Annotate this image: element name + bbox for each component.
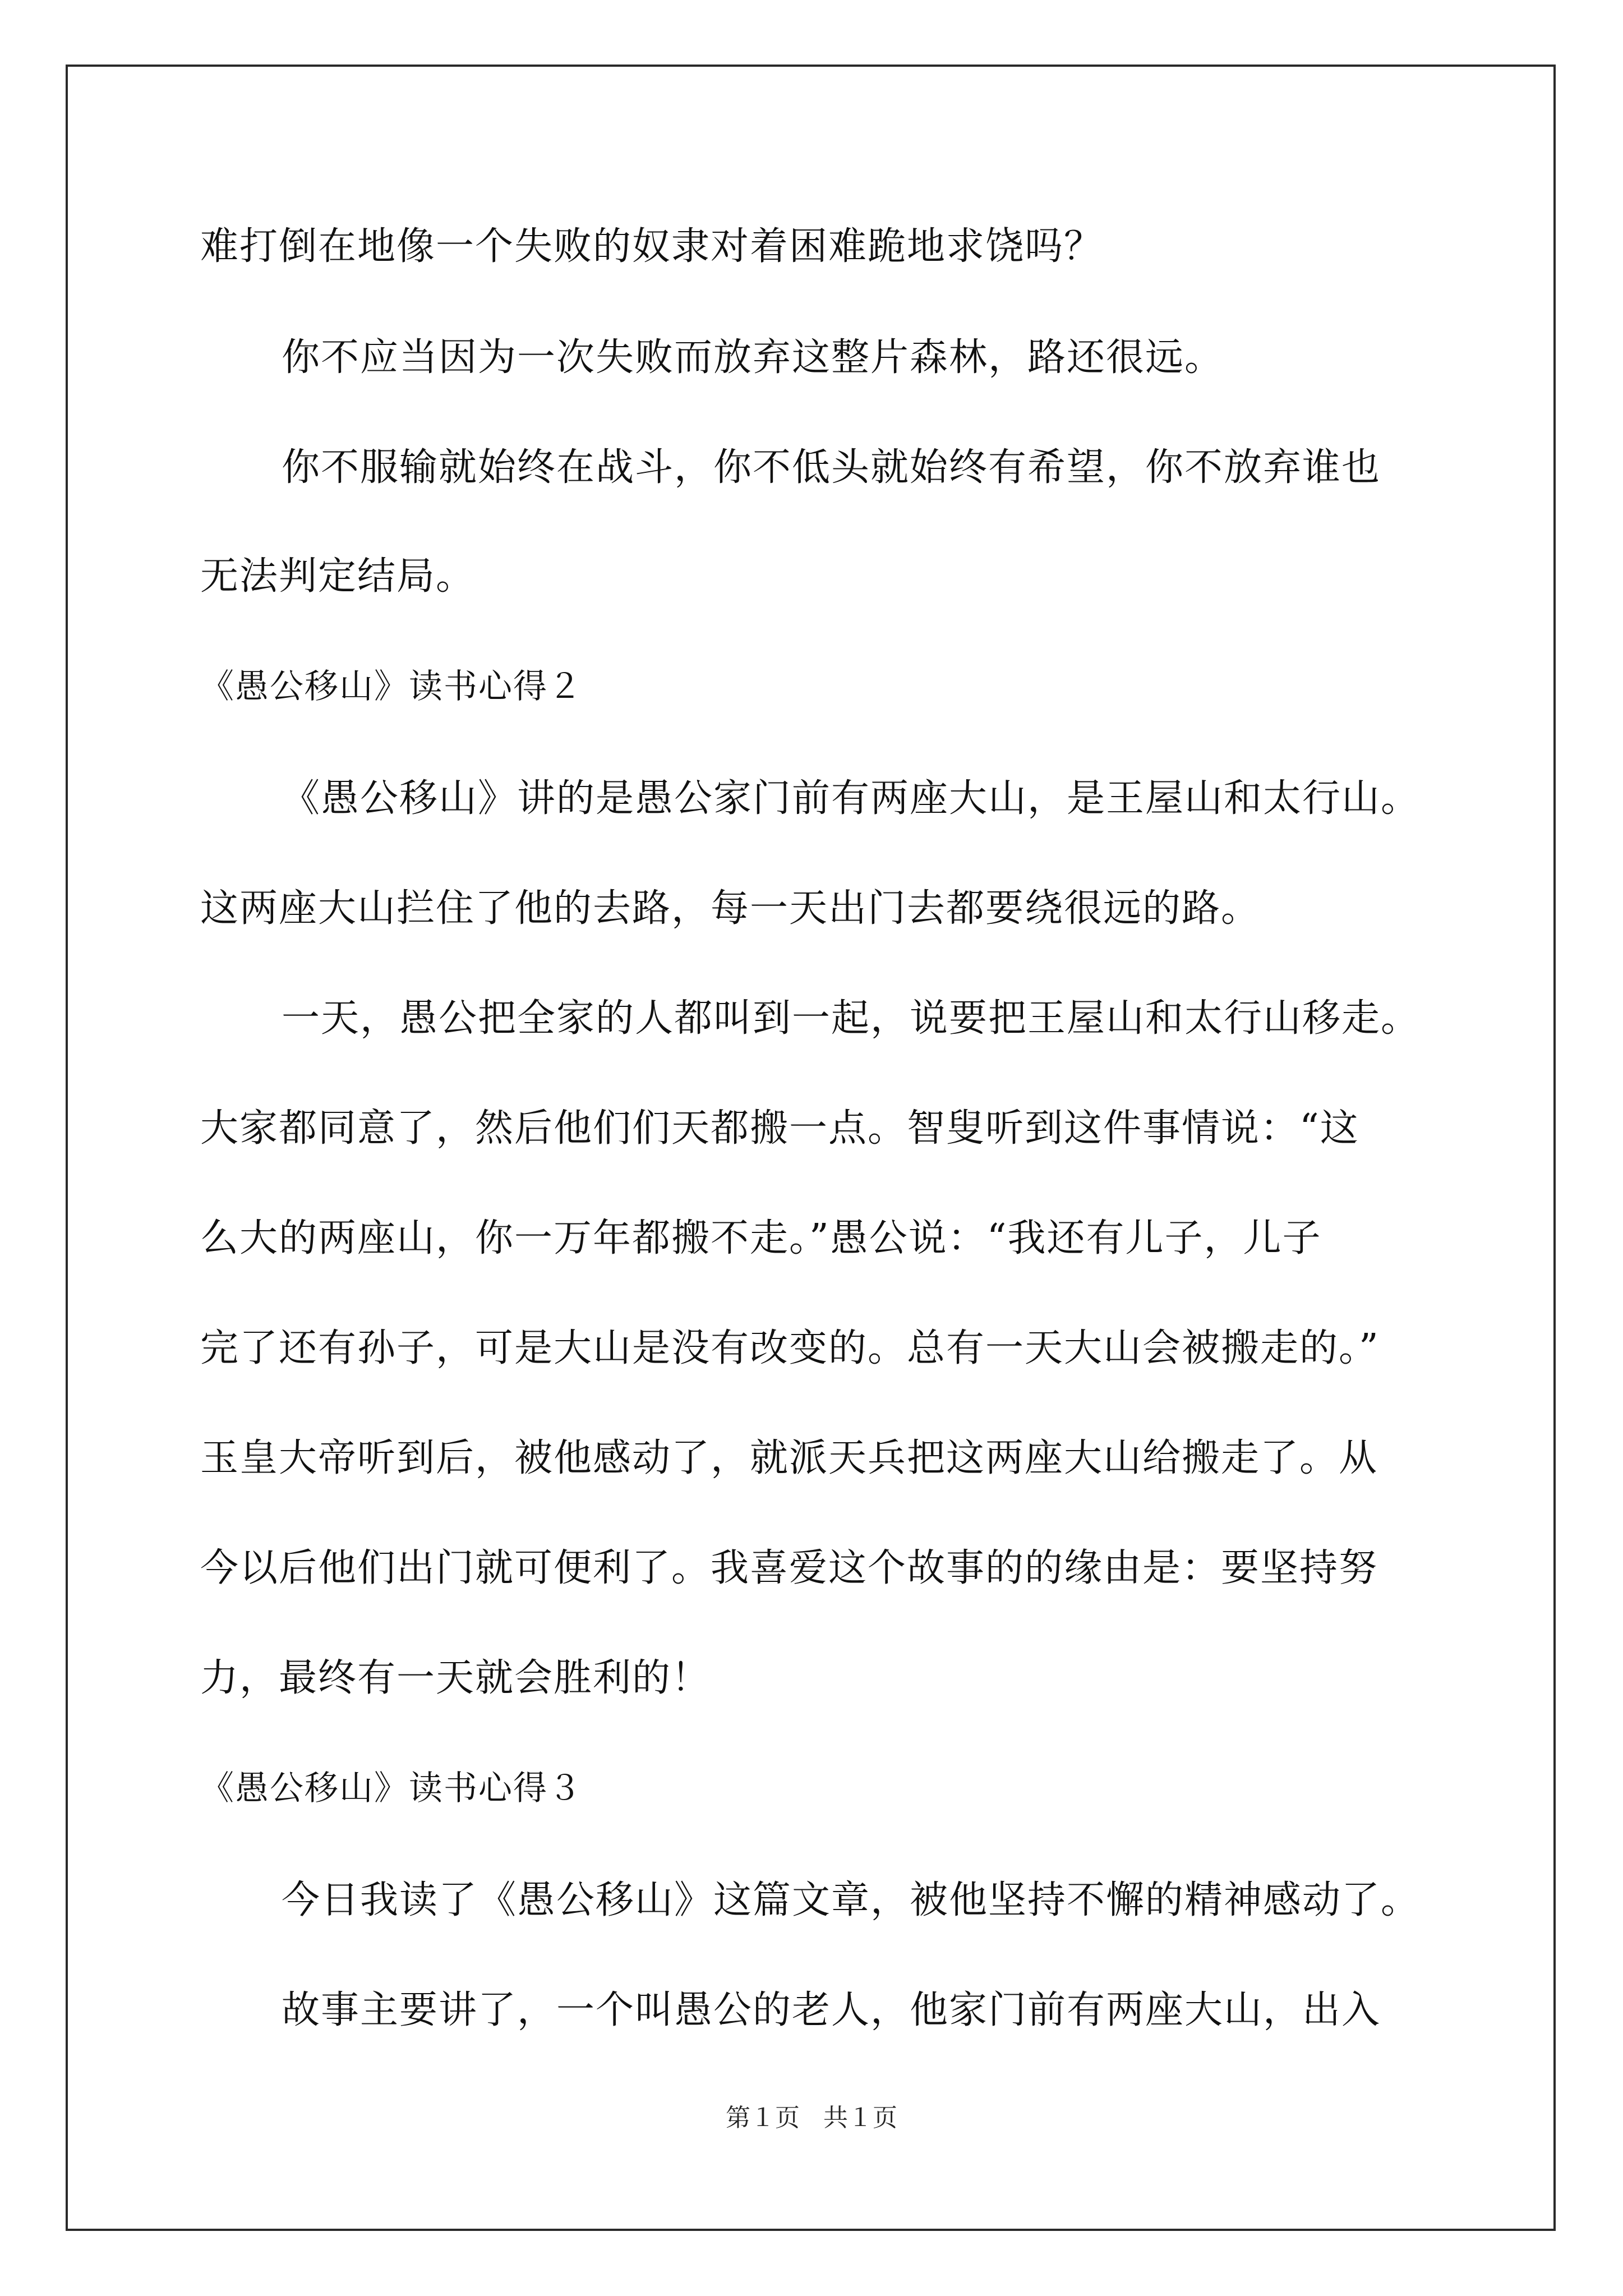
text-line: 《愚公移山》讲的是愚公家门前有两座大山，是王屋山和太行山。 — [282, 776, 1421, 821]
text-line: 你不应当因为一次失败而放弃这整片森林，路还很远。 — [282, 335, 1224, 380]
section-heading: 《愚公移山》读书心得３ — [200, 1769, 583, 1808]
text-line: 你不服输就始终在战斗，你不低头就始终有希望，你不放弃谁也 — [282, 445, 1381, 490]
section-heading: 《愚公移山》读书心得２ — [200, 667, 583, 706]
text-line: 难打倒在地像一个失败的奴隶对着困难跪地求饶吗？ — [200, 224, 1104, 269]
text-line: 大家都同意了，然后他们们天都搬一点。智叟听到这件事情说：“这 — [200, 1106, 1359, 1151]
text-line: 故事主要讲了，一个叫愚公的老人，他家门前有两座大山，出入 — [282, 1988, 1381, 2032]
text-line: 今以后他们出门就可便利了。我喜爱这个故事的的缘由是：要坚持努 — [200, 1546, 1378, 1590]
text-line: 玉皇大帝听到后，被他感动了，就派天兵把这两座大山给搬走了。从 — [200, 1436, 1378, 1480]
text-line: 今日我读了《愚公移山》这篇文章，被他坚持不懈的精神感动了。 — [282, 1878, 1421, 1922]
text-line: 么大的两座山，你一万年都搬不走。”愚公说：“我还有儿子，儿子 — [200, 1216, 1322, 1260]
page-number: 第１页 — [726, 2104, 800, 2132]
text-line: 完了还有孙子，可是大山是没有改变的。总有一天大山会被搬走的。” — [200, 1326, 1380, 1370]
page-footer — [0, 2101, 1623, 2135]
text-line: 一天，愚公把全家的人都叫到一起，说要把王屋山和太行山移走。 — [282, 996, 1421, 1041]
page-total: 共１页 — [823, 2104, 897, 2132]
text-line: 无法判定结局。 — [200, 554, 476, 599]
text-line: 力，最终有一天就会胜利的！ — [200, 1656, 711, 1700]
text-line: 这两座大山拦住了他的去路，每一天出门去都要绕很远的路。 — [200, 886, 1261, 931]
